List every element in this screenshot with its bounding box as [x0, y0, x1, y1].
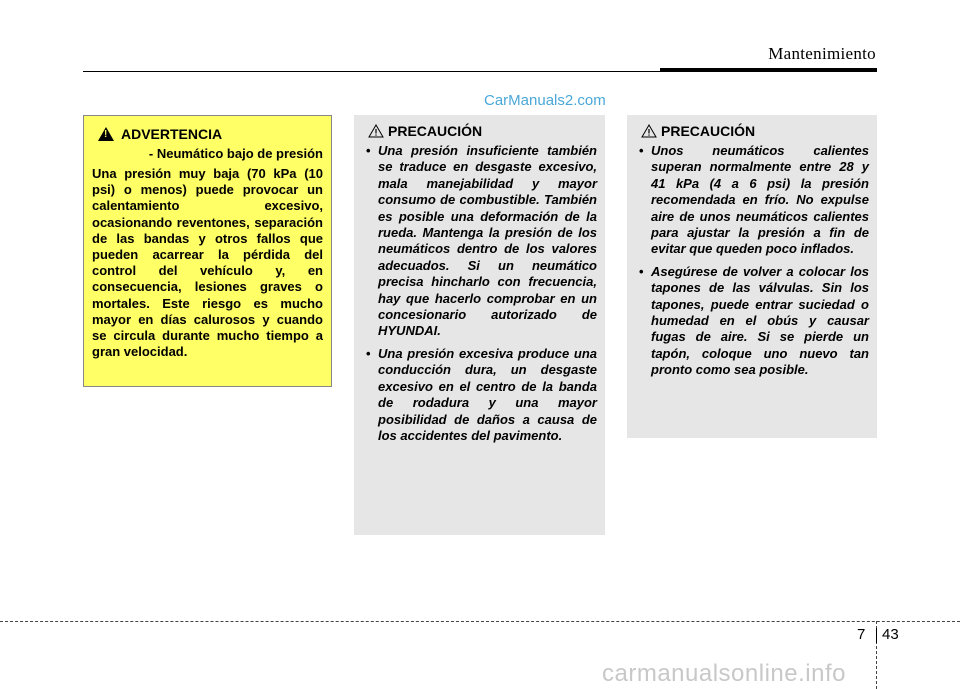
warning-box	[83, 115, 332, 387]
page-header-title: Mantenimiento	[768, 44, 876, 63]
caution-header-1	[366, 123, 597, 139]
bullet: •	[639, 263, 644, 279]
header-rule	[83, 71, 660, 72]
warning-body: Una presión muy baja (70 kPa (10 psi) o menos) puede provocar un calentamiento excesivo, ocasionando reventones, separación de las bandas y otros fallos que pueden acarrear la pérdida del control del vehículo y, en consecuencia, lesiones graves o mortales. Este riesgo es mucho mayor en días calurosos y cuando se circula durante mucho tiempo a gran velocidad.	[92, 166, 323, 360]
watermark-bottom: carmanualsonline.info	[602, 660, 846, 687]
warning-subtitle: - Neumático bajo de presión	[148, 146, 323, 161]
footer-rule	[0, 621, 960, 622]
caution-list-2	[639, 143, 869, 379]
page-number: 43	[882, 626, 899, 643]
watermark-top: CarManuals2.com	[484, 92, 606, 109]
caution-item	[639, 264, 869, 379]
caution-item	[366, 143, 597, 340]
caution-header-2	[639, 123, 869, 139]
caution-item	[639, 143, 869, 258]
caution-box-1	[354, 115, 605, 535]
caution-title-1: PRECAUCIÓN	[388, 123, 483, 139]
caution-title-2: PRECAUCIÓN	[661, 123, 756, 139]
caution-item	[366, 346, 597, 444]
warning-title: ADVERTENCIA	[121, 126, 223, 142]
caution-icon	[368, 124, 384, 138]
bullet: •	[366, 143, 371, 158]
page-separator	[876, 628, 877, 643]
caution-item-text: Una presión excesiva produce una conducción dura, un desgaste excesivo en el centro de la banda de rodadura y una mayor posibilidad de daños a causa de los accidentes del pavimento.	[378, 345, 597, 443]
caution-icon	[641, 124, 657, 138]
header-rule-thick	[660, 68, 877, 72]
caution-list-1	[366, 143, 597, 444]
caution-box-2	[627, 115, 877, 438]
caution-item-text: Unos neumáticos calientes superan normalmente entre 28 y 41 kPa (4 a 6 psi) la presión recomendada en frío. No expulse aire de unos neumáticos calientes para ajustar la presión a fin de evitar que queden poco inflados.	[651, 143, 869, 257]
warning-icon	[98, 127, 114, 141]
bullet: •	[366, 345, 371, 361]
caution-item-text: Asegúrese de volver a colocar los tapones de las válvulas. Sin los tapones, puede entrar suciedad o humedad en el obús y causar fugas de aire. Si se pierde un tapón, coloque uno nuevo tan pronto como sea posible.	[651, 263, 869, 378]
warning-header	[92, 126, 323, 142]
page-chapter: 7	[857, 626, 866, 643]
bullet: •	[639, 143, 644, 158]
caution-item-text: Una presión insuficiente también se traduce en desgaste excesivo, mala manejabilidad y mayor consumo de combustible. También es posible una deformación de la rueda. Mantenga la presión de los neumáticos dentro de los valores adecuados. Si un neumático precisa hincharlo con frecuencia, hay que hacerlo comprobar en un concesionario autorizado de HYUNDAI.	[378, 143, 597, 339]
